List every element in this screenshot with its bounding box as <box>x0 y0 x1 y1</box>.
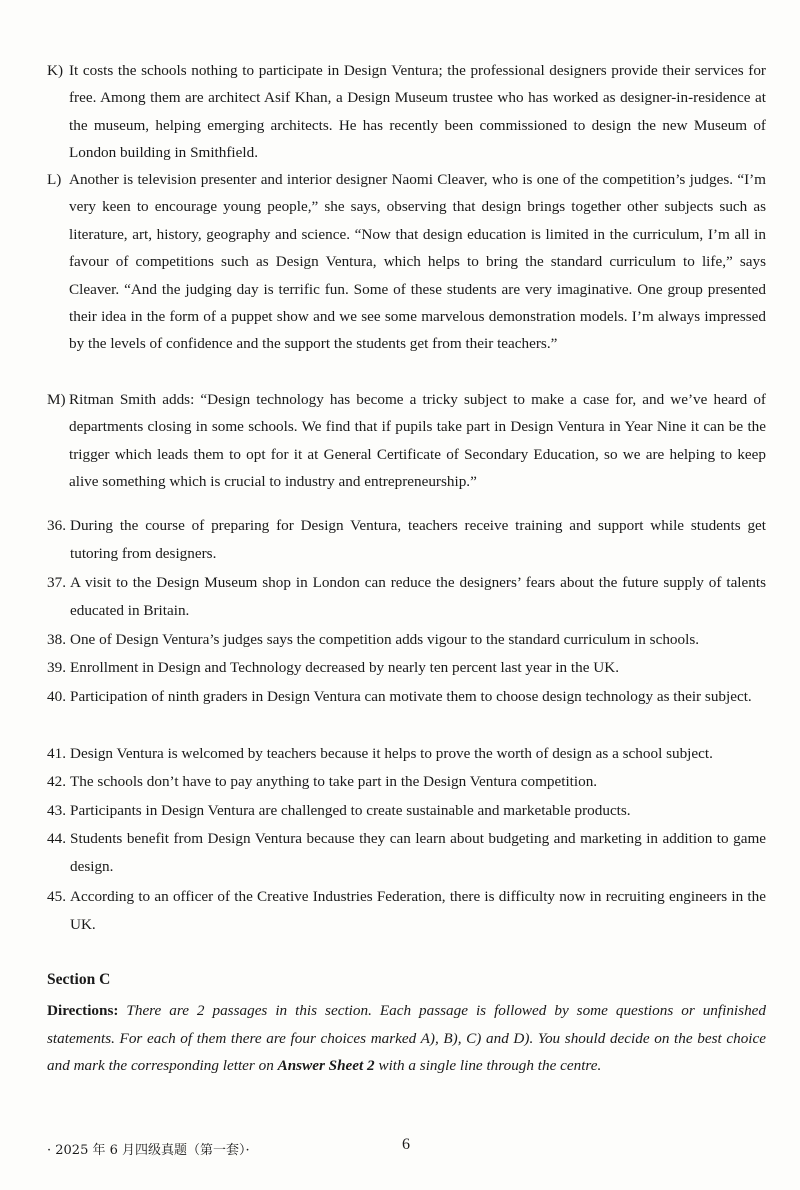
question-number: 43. <box>47 802 66 819</box>
question-number: 45. <box>47 888 66 905</box>
paragraph-l <box>47 166 766 358</box>
question-number: 44. <box>47 830 66 847</box>
question-number: 38. <box>47 631 66 648</box>
question-37 <box>47 569 766 625</box>
directions-text: There are 2 passages in this section. Each passage is followed by some questions or unfinished statements. For each of them there are four choices marked A), B), C) and D). You should decide on the best choice and mark the corresponding letter on <box>47 1002 766 1074</box>
question-36 <box>47 512 766 568</box>
question-45 <box>47 883 766 939</box>
answer-sheet-reference: Answer Sheet 2 <box>277 1057 375 1074</box>
question-44 <box>47 825 766 881</box>
paragraph-label: L) <box>47 171 62 188</box>
question-text: Design Ventura is welcomed by teachers because it helps to prove the worth of design as a school subject. <box>70 745 713 762</box>
footer-exam-title: · 2025 年 6 月四级真题（第一套）· <box>47 1143 250 1158</box>
question-number: 41. <box>47 745 66 762</box>
paragraph-text: Another is television presenter and interior designer Naomi Cleaver, who is one of the competition’s judges. “I’m very keen to encourage young people,” she says, observing that design brings together other subjects such as literature, art, history, geography and science. “Now that design education is limited in the curriculum, I’m all in favour of competitions such as Design Ventura, which helps to bring the standard curriculum to life,” says Cleaver. “And the judging day is terrific fun. Some of these students are very imaginative. One group presented their idea in the form of a puppet show and we see some marvelous demonstration models. I’m always impressed by the levels of confidence and the support the students get from their teachers.” <box>69 171 766 353</box>
directions-text-end: with a single line through the centre. <box>374 1057 602 1074</box>
section-title: Section C <box>47 971 111 988</box>
question-text: During the course of preparing for Design Ventura, teachers receive training and support while students get tutoring from designers. <box>70 517 766 562</box>
question-39 <box>47 654 766 682</box>
question-number: 39. <box>47 659 66 676</box>
paragraph-text: It costs the schools nothing to participate in Design Ventura; the professional designers provide their services for free. Among them are architect Asif Khan, a Design Museum trustee who has worked as designer-in-residence at the museum, helping emerging architects. He has recently been commissioned to design the new Museum of London building in Smithfield. <box>69 62 766 162</box>
question-text: A visit to the Design Museum shop in London can reduce the designers’ fears about the future supply of talents educated in Britain. <box>70 574 766 619</box>
question-42 <box>47 768 766 796</box>
question-40 <box>47 683 766 711</box>
question-text: According to an officer of the Creative Industries Federation, there is difficulty now in recruiting engineers in the UK. <box>70 888 766 933</box>
question-text: Students benefit from Design Ventura because they can learn about budgeting and marketing in addition to game design. <box>70 830 766 875</box>
question-text: Participation of ninth graders in Design Ventura can motivate them to choose design technology as their subject. <box>70 688 752 705</box>
question-text: One of Design Ventura’s judges says the competition adds vigour to the standard curriculum in schools. <box>70 631 700 648</box>
paragraph-label: K) <box>47 62 64 79</box>
question-number: 37. <box>47 574 66 591</box>
question-43 <box>47 797 766 825</box>
question-number: 36. <box>47 517 66 534</box>
question-text: Enrollment in Design and Technology decreased by nearly ten percent last year in the UK. <box>70 659 620 676</box>
question-38 <box>47 626 766 654</box>
paragraph-text: Ritman Smith adds: “Design technology has become a tricky subject to make a case for, and we’ve heard of departments closing in some schools. We find that if pupils take part in Design Ventura in Year Nine it can be the trigger which leads them to opt for it at General Certificate of Secondary Education, so we are helping to keep alive something which is crucial to industry and entrepreneurship.” <box>69 391 766 491</box>
question-number: 40. <box>47 688 66 705</box>
question-41 <box>47 740 766 768</box>
question-text: Participants in Design Ventura are challenged to create sustainable and marketable products. <box>70 802 631 819</box>
paragraph-label: M) <box>47 391 66 408</box>
question-text: The schools don’t have to pay anything to take part in the Design Ventura competition. <box>70 773 598 790</box>
directions-label: Directions: <box>47 1002 119 1019</box>
paragraph-k <box>47 57 766 167</box>
question-number: 42. <box>47 773 66 790</box>
paragraph-m <box>47 386 766 496</box>
section-directions <box>47 997 766 1080</box>
page-number: 6 <box>402 1136 410 1153</box>
